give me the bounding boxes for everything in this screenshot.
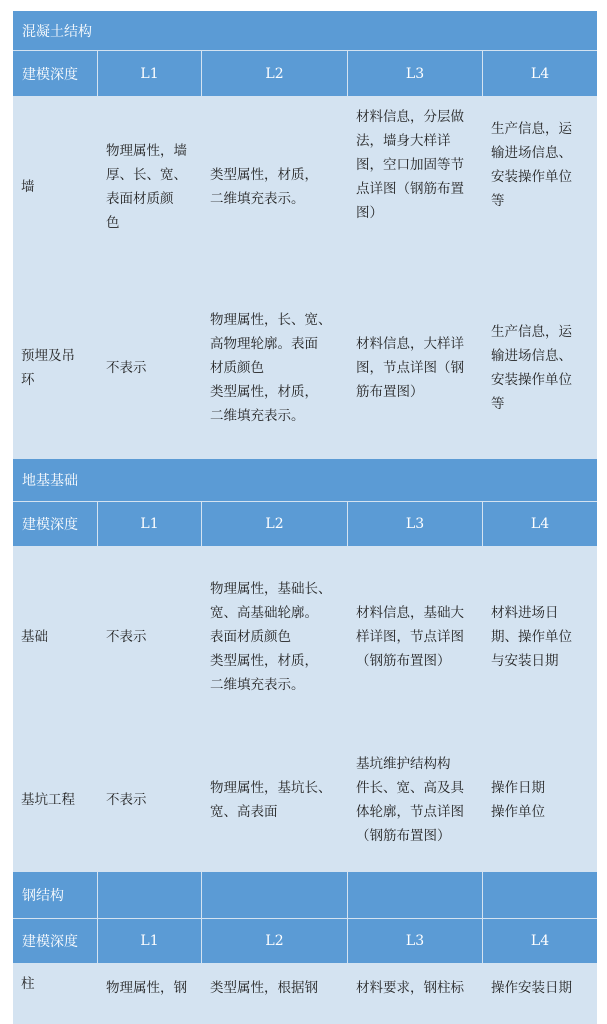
header-label: 建模深度 [13,51,97,96]
header-l3: L3 [348,502,482,546]
row-embedded-l1: 不表示 [98,278,201,458]
row-foundation-l2: 物理属性，基础长、 宽、高基础轮廓。 表面材质颜色 类型属性，材质， 二维填充表示。 [202,547,347,727]
row-wall-l3: 材料信息，分层做 法，墙身大样详 图，空口加固等节 点详图（钢筋布置 图） [348,97,482,277]
section-title-steel: 钢结构 [13,872,97,918]
row-name-foundation-pit: 基坑工程 [13,728,97,871]
row-foundation-l1: 不表示 [98,547,201,727]
row-column-l1: 物理属性，钢 [98,964,201,1024]
row-name-wall: 墙 [13,97,97,277]
row-column-l4: 操作安装日期 [483,964,597,1024]
row-foundation-l4: 材料进场日 期、操作单位 与安装日期 [483,547,597,727]
row-name-column: 柱 [13,964,97,1024]
header-l3: L3 [348,51,482,96]
row-name-foundation: 基础 [13,547,97,727]
header-l4: L4 [483,919,597,963]
header-label: 建模深度 [13,919,97,963]
row-name-embedded: 预埋及吊 环 [13,278,97,458]
row-embedded-l4: 生产信息，运 输进场信息、 安装操作单位 等 [483,278,597,458]
row-foundation-pit-l2: 物理属性，基坑长、 宽、高表面 [202,728,347,871]
header-l3: L3 [348,919,482,963]
section-title-concrete: 混凝土结构 [13,11,597,50]
row-embedded-l2: 物理属性，长、宽、 高物理轮廓。表面 材质颜色 类型属性，材质， 二维填充表示。 [202,278,347,458]
row-column-l3: 材料要求，钢柱标 [348,964,482,1024]
row-embedded-l3: 材料信息，大样详 图，节点详图（钢 筋布置图） [348,278,482,458]
section-title-steel-blank [483,872,597,918]
section-title-steel-blank [202,872,347,918]
row-wall-l2: 类型属性，材质， 二维填充表示。 [202,97,347,277]
bim-depth-table [13,11,597,1024]
header-l2: L2 [202,502,347,546]
header-l2: L2 [202,51,347,96]
header-l2: L2 [202,919,347,963]
row-column-l2: 类型属性，根据钢 [202,964,347,1024]
row-wall-l4: 生产信息，运 输进场信息、 安装操作单位 等 [483,97,597,277]
header-l4: L4 [483,51,597,96]
row-foundation-pit-l4: 操作日期 操作单位 [483,728,597,871]
header-l1: L1 [98,919,201,963]
row-wall-l1: 物理属性，墙 厚、长、宽、 表面材质颜 色 [98,97,201,277]
section-title-steel-blank [98,872,201,918]
section-title-foundation: 地基基础 [13,459,597,501]
header-l1: L1 [98,502,201,546]
row-foundation-l3: 材料信息，基础大 样详图，节点详图 （钢筋布置图） [348,547,482,727]
header-label: 建模深度 [13,502,97,546]
row-foundation-pit-l1: 不表示 [98,728,201,871]
header-l1: L1 [98,51,201,96]
row-foundation-pit-l3: 基坑维护结构构 件长、宽、高及具 体轮廓，节点详图 （钢筋布置图） [348,728,482,871]
section-title-steel-blank [348,872,482,918]
header-l4: L4 [483,502,597,546]
